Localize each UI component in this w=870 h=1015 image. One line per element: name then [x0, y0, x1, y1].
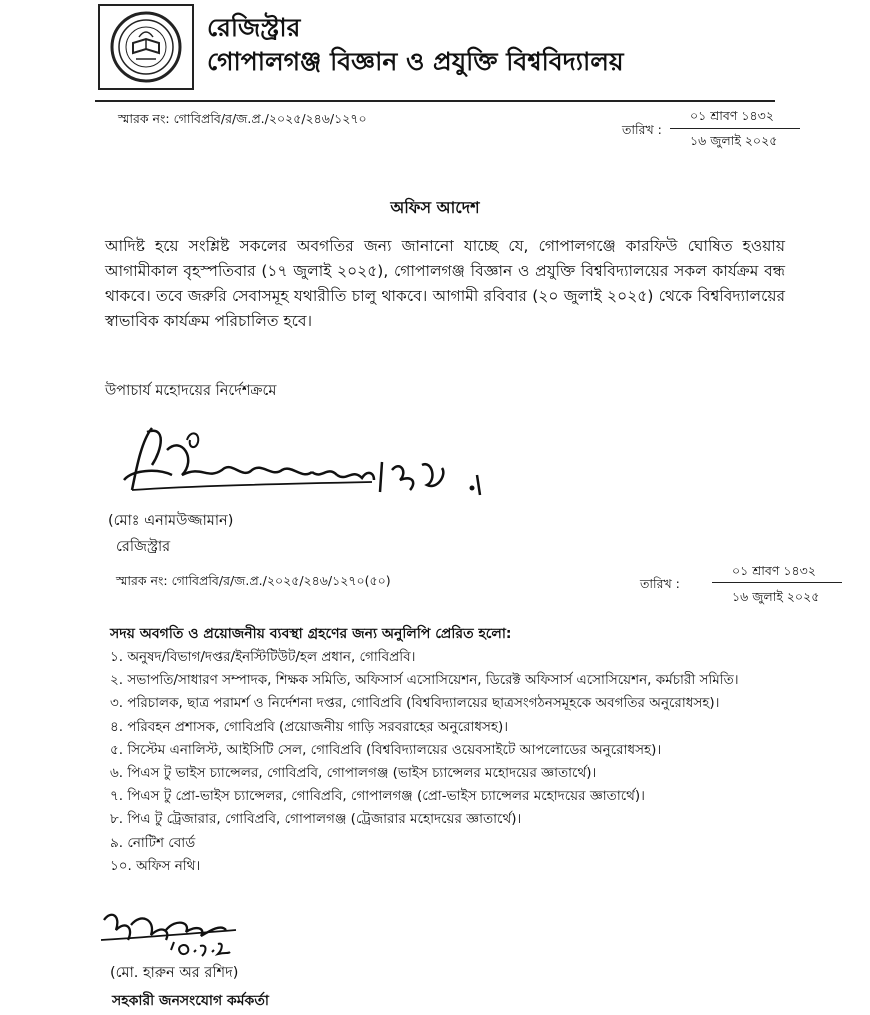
date-bangla-1: ০১ শ্রাবণ ১৪৩২: [690, 108, 774, 123]
list-item: ১০. অফিস নথি।: [110, 857, 201, 874]
signature-2-icon: [96, 900, 286, 962]
list-item: ৫. সিস্টেম এনালিস্ট, আইসিটি সেল, গোবিপ্রবি (বিশ্ববিদ্যালয়ের ওয়েবসাইটে আপলোডের অনুরোধসহ)।: [110, 741, 662, 758]
list-item: ৭. পিএস টু প্রো-ভাইস চ্যান্সেলর, গোবিপ্রবি, গোপালগঞ্জ (প্রো-ভাইস চ্যান্সেলর মহোদয়ের জ্ঞাতার্থে)।: [110, 788, 645, 805]
copy-heading: সদয় অবগতি ও প্রয়োজনীয় ব্যবস্থা গ্রহণের জন্য অনুলিপি প্রেরিত হলো:: [110, 626, 512, 642]
date-english-2: ১৬ জুলাই ২০২৫: [732, 589, 820, 604]
office-name: রেজিস্ট্রার: [207, 13, 301, 42]
signatory-1-name: (মোঃ এনামউজ্জামান): [108, 513, 234, 529]
date-divider-2: [712, 582, 842, 583]
university-name: গোপালগঞ্জ বিজ্ঞান ও প্রযুক্তি বিশ্ববিদ্যালয়: [207, 47, 624, 76]
date-bangla-2: ০১ শ্রাবণ ১৪৩২: [732, 563, 816, 578]
recipient-list: [110, 646, 739, 878]
list-item: ৩. পরিচালক, ছাত্র পরামর্শ ও নির্দেশনা দপ্তর, গোবিপ্রবি (বিশ্ববিদ্যালয়ের ছাত্রসংগঠনসমূহকে অবগতির অনুরোধসহ)।: [110, 695, 720, 712]
list-item: ৬. পিএস টু ভাইস চ্যান্সেলর, গোবিপ্রবি, গোপালগঞ্জ (ভাইস চ্যান্সেলর মহোদয়ের জ্ঞাতার্থে)।: [110, 765, 597, 782]
university-seal-icon: [106, 9, 186, 85]
date-divider-1: [670, 128, 800, 129]
memo-ref-1: স্মারক নং: গোবিপ্রবি/র/জ.প্র./২০২৫/২৪৬/১২৭০: [118, 111, 367, 126]
header-divider: [95, 100, 775, 102]
memo-ref-2: স্মারক নং: গোবিপ্রবি/র/জ.প্র./২০২৫/২৪৬/১২৭০(৫০): [116, 573, 391, 588]
by-order-line: উপাচার্য মহোদয়ের নির্দেশক্রমে: [105, 383, 277, 399]
list-item: ৪. পরিবহন প্রশাসক, গোবিপ্রবি (প্রয়োজনীয় গাড়ি সরবরাহের অনুরোধসহ)।: [110, 718, 509, 735]
list-item: ৮. পিএ টু ট্রেজারার, গোবিপ্রবি, গোপালগঞ্জ (ট্রেজারার মহোদয়ের জ্ঞাতার্থে)।: [110, 811, 522, 828]
list-item: ৯. নোটিশ বোর্ড: [110, 834, 196, 851]
signatory-2-name: (মো. হারুন অর রশিদ): [110, 965, 239, 981]
order-paragraph: আদিষ্ট হয়ে সংশ্লিষ্ট সকলের অবগতির জন্য জানানো যাচ্ছে যে, গোপালগঞ্জে কারফিউ ঘোষিত হওয়ায় আগামীকাল বৃহস্পতিবার (১৭ জুলাই ২০২৫), গোপালগঞ্জ বিজ্ঞান ও প্রযুক্তি বিশ্ববিদ্যালয়ের সকল কার্যক্রম বন্ধ থাকবে। তবে জরুরি সেবাসমূহ যথারীতি চালু থাকবে। আগামী রবিবার (২০ জুলাই ২০২৫) থেকে বিশ্ববিদ্যালয়ের স্বাভাবিক কার্যক্রম পরিচালিত হবে।: [105, 237, 785, 330]
date-label-2: তারিখ :: [640, 576, 680, 591]
document-title: অফিস আদেশ: [390, 198, 480, 217]
university-logo: [98, 4, 194, 90]
signature-1-icon: [112, 420, 502, 515]
signatory-1-designation: রেজিস্ট্রার: [116, 539, 171, 555]
date-english-1: ১৬ জুলাই ২০২৫: [690, 133, 778, 148]
signatory-2-designation: সহকারী জনসংযোগ কর্মকর্তা: [112, 993, 269, 1009]
list-item: ১. অনুষদ/বিভাগ/দপ্তর/ইনস্টিটিউট/হল প্রধান, গোবিপ্রবি।: [110, 649, 416, 665]
date-label-1: তারিখ :: [622, 122, 662, 137]
list-item: ২. সভাপতি/সাধারণ সম্পাদক, শিক্ষক সমিতি, অফিসার্স এসোসিয়েশন, ডিরেক্ট অফিসার্স এসোসিয়েশন, কর্মচারী সমিতি।: [110, 672, 739, 689]
